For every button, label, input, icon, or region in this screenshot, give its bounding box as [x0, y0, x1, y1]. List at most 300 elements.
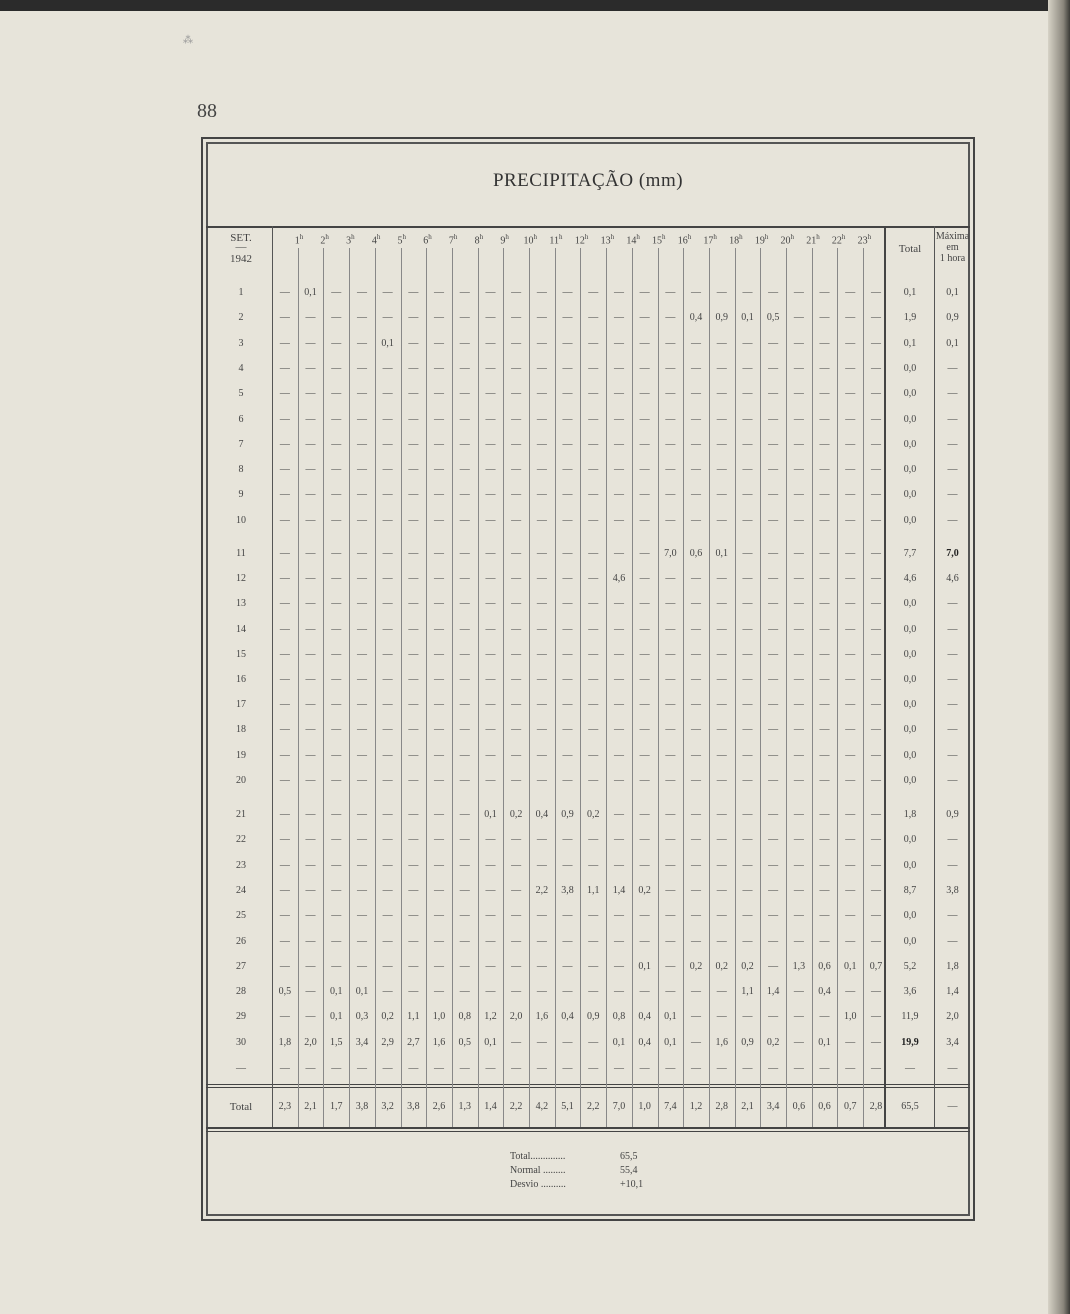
data-cell: —: [819, 859, 830, 871]
data-cell: —: [459, 413, 470, 425]
data-cell: —: [305, 809, 316, 820]
data-cell: —: [459, 287, 470, 298]
hour-header-6: 6$^h$: [423, 233, 432, 247]
data-cell: —: [305, 699, 316, 711]
data-cell: —: [768, 514, 779, 526]
row-day-label: 2: [238, 312, 244, 324]
data-cell: —: [408, 859, 419, 871]
data-cell: —: [845, 312, 856, 324]
data-cell: —: [382, 623, 393, 635]
data-cell: 0,5: [458, 1036, 471, 1048]
data-cell: —: [562, 935, 573, 947]
data-cell: —: [819, 623, 830, 635]
data-cell: —: [536, 910, 547, 922]
data-cell: —: [793, 859, 804, 871]
data-cell: —: [356, 548, 367, 559]
data-cell: —: [279, 674, 290, 685]
data-cell: —: [485, 859, 496, 871]
row-total: 0,1: [903, 337, 917, 349]
data-cell: —: [870, 362, 881, 374]
data-cell: —: [356, 287, 367, 298]
data-cell: —: [305, 1063, 316, 1074]
data-cell: —: [485, 598, 496, 610]
row-max-hour: —: [947, 598, 958, 610]
data-cell: 0,6: [689, 548, 703, 559]
data-cell: —: [870, 287, 881, 298]
page-title: PRECIPITAÇÃO (mm): [492, 170, 684, 191]
data-cell: —: [588, 489, 599, 501]
row-day-label: 4: [238, 362, 244, 374]
data-cell: —: [639, 362, 650, 374]
data-cell: —: [356, 623, 367, 635]
data-cell: —: [382, 464, 393, 476]
data-cell: —: [434, 699, 445, 711]
data-cell: —: [742, 598, 753, 610]
data-cell: —: [459, 514, 470, 526]
totals-label: Total: [229, 1101, 253, 1113]
data-cell: 0,1: [638, 960, 651, 972]
header-month: SET.: [230, 232, 252, 244]
data-cell: —: [742, 438, 753, 450]
data-cell: —: [485, 674, 496, 685]
data-cell: —: [691, 935, 702, 947]
data-cell: —: [485, 910, 496, 922]
data-cell: —: [793, 514, 804, 526]
data-cell: —: [742, 809, 753, 820]
data-cell: —: [279, 1011, 290, 1023]
totals-cell: 1,7: [329, 1101, 343, 1112]
row-max-hour: 0,9: [946, 312, 959, 324]
data-cell: —: [793, 1011, 804, 1023]
row-day-label: 12: [236, 573, 246, 585]
data-cell: —: [408, 986, 419, 998]
data-cell: —: [434, 464, 445, 476]
hour-header-18: 18$^h$: [729, 233, 743, 247]
data-cell: —: [459, 573, 470, 585]
data-cell: —: [511, 774, 522, 786]
data-cell: —: [870, 438, 881, 450]
data-cell: —: [613, 598, 624, 610]
data-cell: —: [536, 935, 547, 947]
data-cell: —: [356, 573, 367, 585]
book-binding-shadow: [1048, 0, 1070, 1314]
data-cell: —: [613, 674, 624, 685]
data-cell: —: [768, 362, 779, 374]
data-cell: —: [588, 648, 599, 660]
data-cell: —: [716, 287, 727, 298]
data-cell: —: [691, 337, 702, 349]
hour-header-16: 16$^h$: [677, 233, 692, 247]
data-cell: —: [819, 749, 830, 761]
data-cell: —: [536, 312, 547, 324]
totals-cell: 2,1: [304, 1101, 317, 1112]
data-cell: —: [768, 388, 779, 400]
data-cell: —: [716, 337, 727, 349]
data-cell: —: [562, 1036, 573, 1048]
data-cell: —: [845, 648, 856, 660]
data-cell: —: [819, 1063, 830, 1074]
data-cell: —: [742, 648, 753, 660]
data-cell: —: [485, 935, 496, 947]
data-cell: —: [562, 834, 573, 846]
table-foot-bottom-rule: [206, 1127, 970, 1129]
row-total: 0,0: [903, 388, 917, 400]
data-cell: —: [845, 548, 856, 559]
data-cell: —: [434, 774, 445, 786]
data-cell: —: [305, 362, 316, 374]
data-cell: —: [819, 774, 830, 786]
data-cell: —: [562, 910, 573, 922]
row-day-label: 16: [236, 674, 246, 685]
data-cell: —: [331, 1063, 342, 1074]
data-cell: —: [691, 438, 702, 450]
data-cell: —: [382, 598, 393, 610]
row-max-hour: —: [947, 438, 958, 450]
data-cell: —: [819, 674, 830, 685]
data-cell: —: [536, 514, 547, 526]
data-cell: —: [742, 623, 753, 635]
row-max-hour: —: [947, 413, 958, 425]
data-cell: —: [819, 884, 830, 896]
data-cell: —: [768, 960, 779, 972]
data-cell: —: [485, 489, 496, 501]
data-cell: 1,6: [535, 1011, 549, 1023]
data-cell: —: [691, 699, 702, 711]
data-cell: —: [331, 413, 342, 425]
data-cell: —: [819, 438, 830, 450]
data-cell: —: [665, 489, 676, 501]
data-cell: —: [511, 749, 522, 761]
data-cell: —: [459, 910, 470, 922]
data-cell: —: [279, 809, 290, 820]
summary-deviation: Desvio .......... +10,1: [510, 1179, 644, 1190]
data-cell: —: [639, 548, 650, 559]
data-cell: —: [382, 312, 393, 324]
data-cell: —: [356, 724, 367, 736]
data-cell: —: [819, 337, 830, 349]
data-cell: —: [639, 337, 650, 349]
data-cell: —: [305, 337, 316, 349]
data-cell: —: [536, 548, 547, 559]
data-cell: —: [793, 598, 804, 610]
data-cell: —: [382, 388, 393, 400]
data-cell: —: [845, 674, 856, 685]
data-cell: —: [434, 623, 445, 635]
row-max-hour: —: [947, 464, 958, 476]
header-year: 1942: [230, 253, 252, 265]
data-cell: —: [613, 724, 624, 736]
data-cell: —: [434, 935, 445, 947]
data-cell: 0,2: [715, 960, 728, 972]
row-day-label: 11: [236, 548, 246, 559]
data-cell: —: [845, 362, 856, 374]
data-cell: —: [511, 514, 522, 526]
data-cell: —: [382, 489, 393, 501]
data-cell: —: [305, 514, 316, 526]
data-cell: —: [665, 935, 676, 947]
data-cell: —: [459, 648, 470, 660]
data-cell: —: [793, 1063, 804, 1074]
row-total: 0,0: [903, 438, 917, 450]
data-cell: —: [819, 489, 830, 501]
data-cell: —: [511, 910, 522, 922]
data-cell: —: [742, 464, 753, 476]
data-cell: —: [639, 749, 650, 761]
row-total: 0,0: [903, 724, 917, 736]
data-cell: —: [691, 573, 702, 585]
data-cell: —: [382, 362, 393, 374]
data-cell: —: [459, 986, 470, 998]
data-cell: —: [665, 749, 676, 761]
data-cell: 0,4: [561, 1011, 574, 1023]
data-cell: —: [588, 388, 599, 400]
data-cell: —: [408, 699, 419, 711]
data-cell: —: [793, 573, 804, 585]
data-cell: 1,1: [407, 1011, 420, 1023]
data-cell: —: [536, 413, 547, 425]
data-cell: —: [639, 514, 650, 526]
data-cell: —: [691, 910, 702, 922]
data-cell: —: [562, 960, 573, 972]
data-cell: —: [691, 859, 702, 871]
data-cell: —: [536, 464, 547, 476]
hour-header-3: 3$^h$: [346, 233, 355, 247]
data-cell: —: [793, 884, 804, 896]
data-cell: —: [434, 986, 445, 998]
data-cell: 2,2: [535, 884, 549, 896]
row-day-label: 18: [236, 724, 246, 736]
data-cell: —: [742, 749, 753, 761]
data-cell: —: [768, 489, 779, 501]
data-cell: —: [793, 489, 804, 501]
data-cell: —: [434, 438, 445, 450]
data-cell: —: [845, 859, 856, 871]
data-cell: —: [768, 674, 779, 685]
data-cell: —: [691, 674, 702, 685]
data-cell: —: [665, 362, 676, 374]
row-total: 1,9: [903, 312, 917, 324]
data-cell: —: [562, 464, 573, 476]
data-cell: —: [768, 884, 779, 896]
data-cell: —: [665, 648, 676, 660]
data-cell: —: [742, 935, 753, 947]
data-cell: —: [845, 884, 856, 896]
data-cell: —: [562, 548, 573, 559]
data-cell: —: [408, 960, 419, 972]
row-day-label: 26: [236, 935, 246, 947]
data-cell: —: [716, 648, 727, 660]
data-cell: —: [511, 834, 522, 846]
data-cell: —: [459, 834, 470, 846]
data-cell: —: [870, 935, 881, 947]
data-cell: —: [845, 1063, 856, 1074]
hour-header-23: 23$^h$: [857, 233, 872, 247]
data-cell: —: [588, 749, 599, 761]
data-cell: 0,4: [535, 809, 549, 820]
data-cell: —: [331, 438, 342, 450]
data-cell: —: [691, 1063, 702, 1074]
data-cell: —: [665, 910, 676, 922]
data-cell: —: [588, 960, 599, 972]
data-cell: —: [742, 724, 753, 736]
data-cell: —: [279, 699, 290, 711]
data-cell: —: [793, 548, 804, 559]
data-cell: —: [768, 337, 779, 349]
data-cell: —: [639, 598, 650, 610]
data-cell: —: [511, 1036, 522, 1048]
data-cell: —: [793, 337, 804, 349]
data-cell: —: [845, 337, 856, 349]
data-cell: —: [382, 935, 393, 947]
data-cell: —: [716, 514, 727, 526]
data-cell: —: [485, 464, 496, 476]
data-cell: —: [870, 648, 881, 660]
data-cell: —: [408, 884, 419, 896]
data-cell: —: [305, 312, 316, 324]
data-cell: —: [331, 859, 342, 871]
data-cell: —: [691, 724, 702, 736]
data-cell: —: [382, 648, 393, 660]
data-cell: —: [588, 859, 599, 871]
data-cell: —: [716, 413, 727, 425]
row-day-label: 6: [238, 413, 244, 425]
data-cell: —: [279, 312, 290, 324]
data-cell: 0,1: [304, 287, 317, 298]
data-cell: —: [434, 1063, 445, 1074]
data-cell: —: [639, 648, 650, 660]
totals-cell: 1,4: [484, 1101, 497, 1112]
data-cell: —: [279, 648, 290, 660]
row-total: 0,0: [903, 935, 917, 947]
row-total: 0,0: [903, 598, 917, 610]
row-total: 0,0: [903, 514, 917, 526]
data-cell: 1,8: [278, 1036, 292, 1048]
data-cell: —: [845, 413, 856, 425]
data-cell: 0,2: [741, 960, 754, 972]
data-cell: —: [382, 834, 393, 846]
data-cell: —: [819, 312, 830, 324]
data-cell: —: [742, 514, 753, 526]
data-cell: —: [716, 388, 727, 400]
data-cell: —: [819, 910, 830, 922]
data-cell: —: [691, 648, 702, 660]
data-cell: —: [639, 489, 650, 501]
data-cell: —: [793, 724, 804, 736]
data-cell: —: [613, 749, 624, 761]
data-cell: —: [845, 598, 856, 610]
data-cell: —: [536, 1063, 547, 1074]
data-cell: —: [485, 287, 496, 298]
data-cell: —: [665, 834, 676, 846]
data-cell: —: [279, 337, 290, 349]
data-cell: —: [639, 413, 650, 425]
data-cell: —: [768, 834, 779, 846]
data-cell: —: [331, 388, 342, 400]
data-cell: —: [434, 598, 445, 610]
data-cell: —: [793, 464, 804, 476]
totals-max: —: [947, 1101, 958, 1112]
data-cell: —: [793, 362, 804, 374]
row-total: 0,0: [903, 774, 917, 786]
data-cell: 0,9: [715, 312, 728, 324]
data-cell: —: [716, 464, 727, 476]
data-cell: —: [768, 859, 779, 871]
row-max-hour: 0,9: [946, 809, 959, 820]
data-cell: —: [459, 464, 470, 476]
data-cell: 0,2: [638, 884, 651, 896]
data-cell: —: [305, 438, 316, 450]
hour-header-8: 8$^h$: [474, 233, 484, 247]
data-cell: 0,9: [561, 809, 574, 820]
data-cell: —: [639, 623, 650, 635]
hour-header-13: 13$^h$: [600, 233, 615, 247]
page-number: 88: [197, 100, 217, 122]
data-cell: —: [536, 623, 547, 635]
data-cell: 1,4: [612, 884, 626, 896]
data-cell: —: [716, 809, 727, 820]
data-cell: —: [279, 464, 290, 476]
data-cell: —: [408, 489, 419, 501]
data-cell: —: [536, 648, 547, 660]
data-cell: —: [691, 884, 702, 896]
data-cell: —: [691, 623, 702, 635]
data-cell: —: [331, 724, 342, 736]
row-day-label: 17: [236, 699, 246, 711]
data-cell: —: [793, 834, 804, 846]
totals-cell: 3,8: [407, 1101, 420, 1112]
data-cell: —: [536, 859, 547, 871]
data-cell: —: [639, 859, 650, 871]
data-cell: —: [691, 774, 702, 786]
data-cell: —: [588, 413, 599, 425]
row-day-label: 29: [236, 1011, 246, 1023]
data-cell: 0,1: [715, 548, 728, 559]
data-cell: —: [305, 749, 316, 761]
data-cell: 0,5: [766, 312, 780, 324]
data-cell: —: [845, 834, 856, 846]
data-cell: 0,9: [586, 1011, 600, 1023]
data-cell: —: [845, 935, 856, 947]
data-cell: —: [793, 413, 804, 425]
data-cell: —: [793, 312, 804, 324]
data-cell: —: [588, 774, 599, 786]
hour-header-12: 12$^h$: [574, 233, 589, 247]
header-total: Total: [898, 243, 922, 255]
data-cell: —: [279, 859, 290, 871]
data-cell: —: [382, 514, 393, 526]
row-total: 11,9: [901, 1011, 919, 1023]
totals-cell: 2,2: [509, 1101, 523, 1112]
data-cell: —: [511, 674, 522, 685]
data-cell: —: [613, 623, 624, 635]
data-cell: —: [331, 809, 342, 820]
data-cell: —: [434, 489, 445, 501]
data-cell: —: [768, 648, 779, 660]
row-day-label: 7: [238, 438, 244, 450]
summary-total: Total.............. 65,5: [510, 1151, 638, 1162]
row-max-hour: —: [947, 724, 958, 736]
data-cell: —: [691, 514, 702, 526]
paper-speck: ⁂: [183, 35, 193, 46]
row-max-hour: —: [947, 834, 958, 846]
data-cell: —: [485, 312, 496, 324]
data-cell: —: [639, 388, 650, 400]
row-max-hour: —: [947, 388, 958, 400]
data-cell: —: [331, 337, 342, 349]
data-cell: —: [665, 674, 676, 685]
data-cell: —: [356, 598, 367, 610]
data-cell: —: [870, 986, 881, 998]
